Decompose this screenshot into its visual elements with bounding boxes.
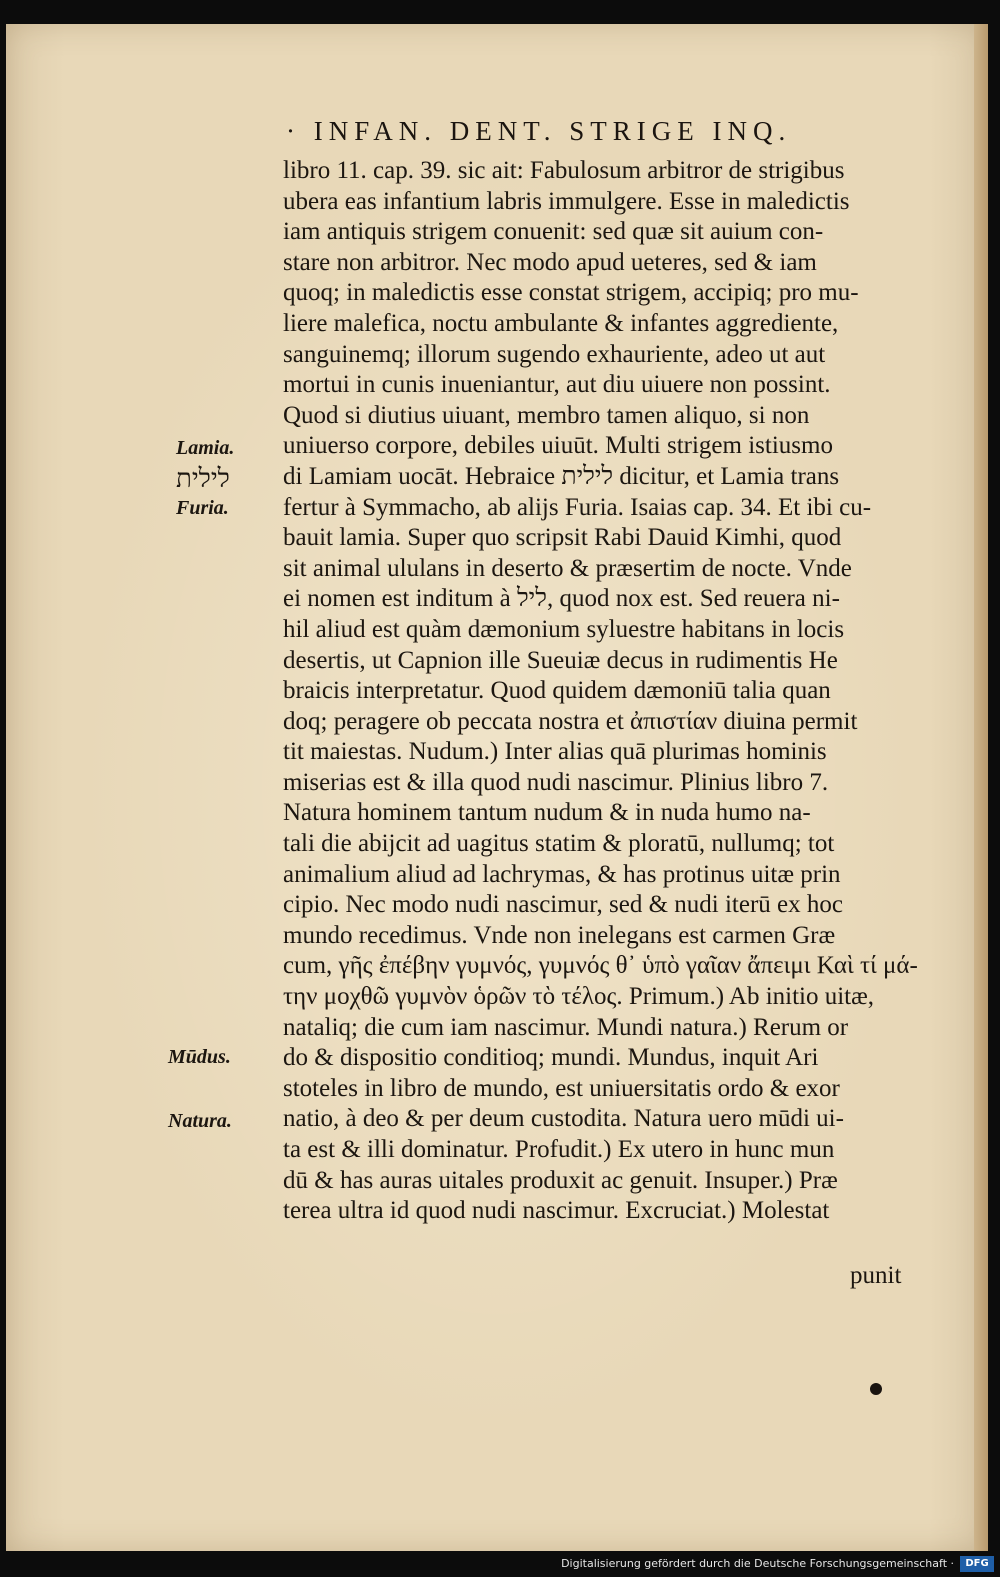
marginal-note-mundus: Mūdus.: [168, 1046, 231, 1068]
ink-spot: [870, 1383, 882, 1395]
text-line: ta est & illi dominatur. Profudit.) Ex utero in hunc mun: [283, 1136, 835, 1163]
text-line: nataliq; die cum iam nascimur. Mundi natura.) Rerum or: [283, 1013, 849, 1041]
text-line: Natura hominem tantum nudum & in nuda humo na-: [283, 799, 811, 827]
text-line: ei nomen est inditum à ליל, quod nox est. Sed reuera ni-: [283, 585, 840, 613]
text-line: bauit lamia. Super quo scripsit Rabi Dauid Kimhi, quod: [283, 524, 842, 552]
text-line: mortui in cunis inueniantur, aut diu uiuere non possint.: [283, 371, 831, 399]
marginal-note-natura: Natura.: [168, 1110, 232, 1132]
running-head: · INFAN. DENT. STRIGE INQ.: [286, 116, 792, 146]
text-line: miserias est & illa quod nudi nascimur. Plinius libro 7.: [283, 768, 829, 796]
footer-credit: Digitalisierung gefördert durch die Deutsche Forschungsgemeinschaft ·: [561, 1557, 954, 1570]
body-text: [283, 156, 933, 1227]
text-line: braicis interpretatur. Quod quidem dæmoniū talia quan: [283, 677, 831, 705]
text-line: stoteles in libro de mundo, est uniuersitatis ordo & exor: [283, 1074, 840, 1102]
text-line: libro 11. cap. 39. sic ait: Fabulosum arbitror de strigibus: [283, 157, 845, 184]
text-line: liere malefica, noctu ambulante & infantes aggrediente,: [283, 309, 839, 337]
text-line: cipio. Nec modo nudi nascimur, sed & nudi iterū ex hoc: [283, 891, 843, 919]
catchword: punit: [850, 1262, 902, 1289]
text-line: uniuerso corpore, debiles uiuūt. Multi strigem istiusmo: [283, 432, 833, 460]
text-line: tali die abijcit ad uagitus statim & ploratū, nullumq; tot: [283, 830, 835, 858]
text-line: doq; peragere ob peccata nostra et ἀπιστίαν diuina permit: [283, 707, 858, 735]
marginal-note-hebrew: לילית: [176, 464, 230, 494]
text-line: Quod si diutius uiuant, membro tamen aliquo, si non: [283, 401, 810, 429]
text-line: hil aliud est quàm dæmonium syluestre habitans in locis: [283, 615, 845, 643]
text-line: stare non arbitror. Nec modo apud ueteres, sed & iam: [283, 248, 817, 276]
footer-bar: [0, 1551, 1000, 1577]
text-line: sanguinemq; illorum sugendo exhauriente, adeo ut aut: [283, 340, 826, 368]
scanned-page: [6, 24, 988, 1551]
page-edge: [974, 24, 988, 1551]
text-line: natio, à deo & per deum custodita. Natura uero mūdi ui-: [283, 1105, 844, 1133]
text-line: animalium aliud ad lachrymas, & has protinus uitæ prin: [283, 860, 841, 888]
text-line: terea ultra id quod nudi nascimur. Excruciat.) Molestat: [283, 1197, 830, 1225]
marginal-note-lamia: Lamia.: [176, 437, 235, 459]
text-line: την μοχθῶ γυμνὸν ὁρῶν τὸ τέλος. Primum.) Ab initio uitæ,: [283, 983, 875, 1011]
text-line: ubera eas infantium labris immulgere. Esse in maledictis: [283, 187, 850, 215]
text-line: tit maiestas. Nudum.) Inter alias quā plurimas hominis: [283, 738, 827, 766]
text-line: dū & has auras uitales produxit ac genuit. Insuper.) Præ: [283, 1166, 838, 1194]
text-line: quoq; in maledictis esse constat strigem, accipiq; pro mu-: [283, 279, 859, 307]
text-line: di Lamiam uocāt. Hebraice לילית dicitur, et Lamia trans: [283, 462, 840, 490]
dfg-logo: DFG: [960, 1556, 994, 1572]
text-line: mundo recedimus. Vnde non inelegans est carmen Græ: [283, 921, 836, 949]
text-line: cum, γῆς ἐπέβην γυμνός, γυμνός θ᾽ ὑπὸ γαῖαν ἄπειμι Καὶ τί μά-: [283, 952, 918, 980]
text-line: do & dispositio conditioq; mundi. Mundus, inquit Ari: [283, 1044, 819, 1072]
text-line: fertur à Symmacho, ab alijs Furia. Isaias cap. 34. Et ibi cu-: [283, 493, 872, 521]
text-line: sit animal ululans in deserto & præsertim de nocte. Vnde: [283, 554, 852, 582]
text-line: iam antiquis strigem conuenit: sed quæ sit auium con-: [283, 218, 824, 246]
marginal-note-furia: Furia.: [176, 497, 229, 519]
text-line: desertis, ut Capnion ille Sueuiæ decus in rudimentis He: [283, 646, 838, 674]
